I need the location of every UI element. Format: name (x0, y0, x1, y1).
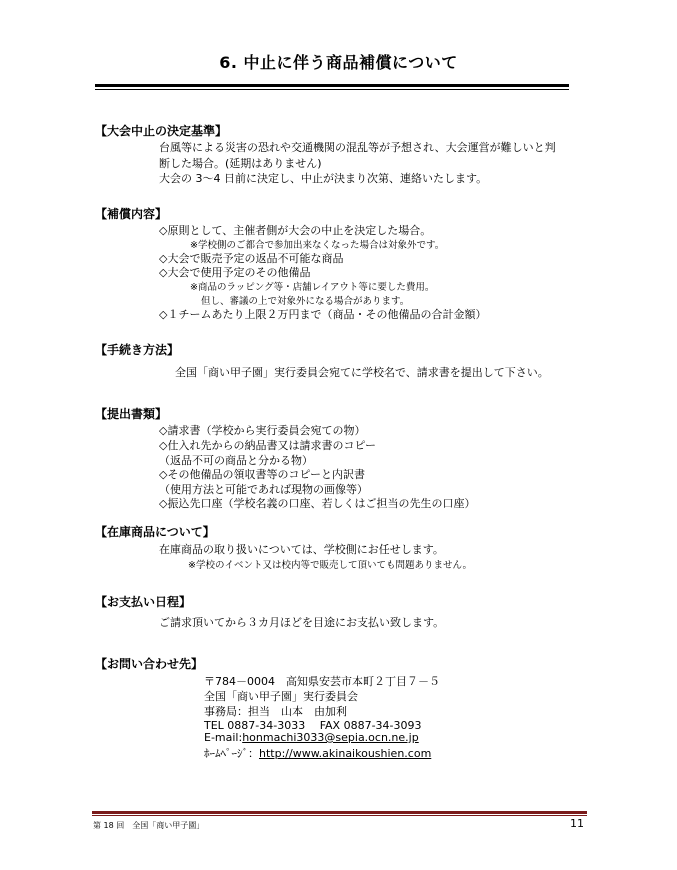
text-line: 大会の 3～4 日前に決定し、中止が決まり次第、連絡いたします。 (159, 172, 488, 185)
section-heading-procedure: 【手続き方法】 (95, 343, 180, 357)
note-line: ※学校側のご都合で参加出来なくなった場合は対象外です。 (190, 240, 445, 251)
footer-rule-thick (92, 811, 587, 814)
list-item: （返品不可の商品と分かる物） (159, 454, 313, 467)
section-heading-decision-criteria: 【大会中止の決定基準】 (95, 124, 228, 138)
contact-email-row (204, 731, 419, 744)
page-title: 6. 中止に伴う商品補償について (219, 53, 458, 72)
contact-phone-fax: TEL 0887-34-3033 FAX 0887-34-3093 (204, 719, 422, 732)
text-line: 全国「商い甲子園」実行委員会宛てに学校名で、請求書を提出して下さい。 (175, 366, 549, 379)
text-line: 断した場合。(延期はありません) (159, 157, 322, 170)
list-item: ◇請求書（学校から実行委員会宛ての物） (159, 424, 366, 437)
website-link[interactable]: http://www.akinaikoushien.com (259, 747, 432, 760)
email-label: E-mail: (204, 731, 243, 744)
list-item: ◇仕入れ先からの納品書又は請求書のコピー (159, 439, 377, 452)
title-rule-thick (95, 84, 569, 87)
list-item: （使用方法と可能であれば現物の画像等） (159, 483, 368, 496)
note-line: 但し、審議の上で対象外になる場合があります。 (201, 296, 410, 307)
section-heading-payment: 【お支払い日程】 (95, 595, 192, 609)
web-label: ﾎｰﾑﾍﾟｰｼﾞ： (204, 747, 259, 760)
note-line: ※学校のイベント又は校内等で販売して頂いても問題ありません。 (188, 560, 473, 571)
list-item: ◇大会で使用予定のその他備品 (159, 266, 311, 279)
page-number: 11 (570, 817, 584, 830)
footer-rule-thin (92, 815, 587, 816)
contact-office: 事務局：担当 山本 由加利 (204, 705, 347, 718)
list-item: ◇その他備品の領収書等のコピーと内訳書 (159, 468, 366, 481)
contact-address: 〒784－0004 高知県安芸市本町２丁目７－５ (204, 675, 440, 688)
list-item: ◇原則として、主催者側が大会の中止を決定した場合。 (159, 224, 432, 237)
text-line: ご請求頂いてから３カ月ほどを目途にお支払い致します。 (159, 616, 445, 629)
contact-organization: 全国「商い甲子園」実行委員会 (204, 690, 358, 703)
title-rule-thin (95, 89, 569, 90)
contact-web-row (204, 745, 431, 761)
text-line: 台風等による災害の恐れや交通機関の混乱等が予想され、大会運営が難しいと判 (159, 141, 556, 154)
list-item: ◇大会で販売予定の返品不可能な商品 (159, 252, 344, 265)
section-heading-contact: 【お問い合わせ先】 (95, 657, 204, 671)
note-line: ※商品のラッピング等・店舗レイアウト等に要した費用。 (190, 282, 435, 293)
list-item: ◇振込先口座（学校名義の口座、若しくはご担当の先生の口座） (159, 497, 476, 510)
text-line: 在庫商品の取り扱いについては、学校側にお任せします。 (159, 543, 444, 556)
list-item: ◇１チームあたり上限２万円まで（商品・その他備品の合計金額） (159, 308, 487, 321)
section-heading-inventory: 【在庫商品について】 (95, 525, 215, 539)
section-heading-documents: 【提出書類】 (95, 407, 168, 421)
section-heading-compensation: 【補償内容】 (95, 207, 168, 221)
footer-event-name: 第 18 回 全国「商い甲子園」 (93, 821, 205, 830)
email-link[interactable]: honmachi3033@sepia.ocn.ne.jp (242, 731, 419, 744)
